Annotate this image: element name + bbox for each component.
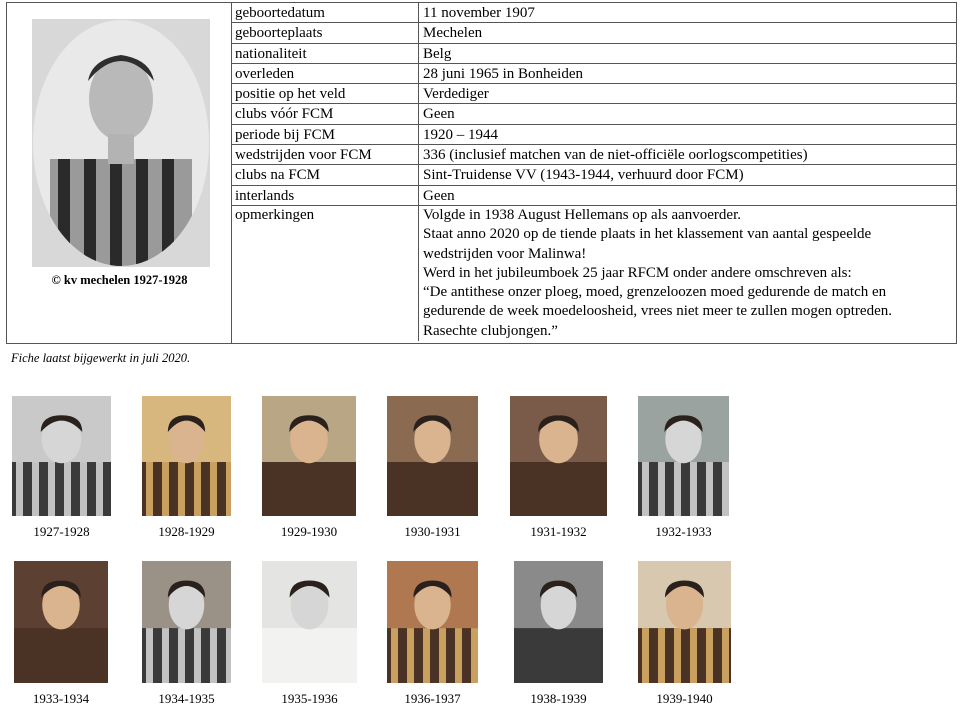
info-value: Mechelen <box>423 25 483 42</box>
season-photo <box>638 396 729 516</box>
season-caption: 1938-1939 <box>530 691 587 706</box>
season-photo <box>14 561 108 683</box>
season-photo <box>638 561 731 683</box>
info-label: periode bij FCM <box>232 125 419 144</box>
info-row <box>232 3 956 23</box>
season-caption: 1927-1928 <box>33 524 90 539</box>
info-value: Geen <box>423 106 455 123</box>
info-label: geboorteplaats <box>232 23 419 42</box>
season-caption: 1928-1929 <box>158 524 215 539</box>
info-label: geboortedatum <box>232 3 419 22</box>
remarks-text <box>419 206 956 341</box>
remarks-line: Rasechte clubjongen.” <box>423 322 558 339</box>
season-photo <box>12 396 111 516</box>
remarks-line: “De antithese onzer ploeg, moed, grenzeloozen moed gedurende de match en <box>423 284 887 301</box>
season-caption: 1932-1933 <box>655 524 712 539</box>
season-photo <box>142 561 231 683</box>
info-row <box>232 104 956 124</box>
season-photo <box>262 561 357 683</box>
remarks-line: gedurende de week moedeloosheid, vrees niet meer te zullen mogen optreden. <box>423 303 892 320</box>
season-caption: 1935-1936 <box>281 691 338 706</box>
info-row <box>232 23 956 43</box>
season-caption: 1936-1937 <box>404 691 461 706</box>
info-label: clubs vóór FCM <box>232 104 419 123</box>
season-photo <box>387 561 478 683</box>
season-photo <box>510 396 607 516</box>
season-caption: 1931-1932 <box>530 524 587 539</box>
portrait-cell <box>7 3 232 343</box>
info-value: Geen <box>423 187 455 204</box>
info-label: overleden <box>232 64 419 83</box>
info-value: 11 november 1907 <box>423 5 535 21</box>
info-label: positie op het veld <box>232 84 419 103</box>
player-info-grid <box>232 3 956 341</box>
info-row <box>232 84 956 104</box>
info-row <box>232 145 956 165</box>
info-value: 336 (inclusief matchen van de niet-officiële oorlogscompetities) <box>423 147 808 164</box>
info-label: interlands <box>232 186 419 205</box>
season-photo <box>142 396 231 516</box>
remarks-row <box>232 206 956 341</box>
season-caption: 1939-1940 <box>656 691 713 706</box>
remarks-line: wedstrijden voor Malinwa! <box>423 245 587 262</box>
update-note: Fiche laatst bijgewerkt in juli 2020. <box>11 351 191 365</box>
player-fiche-table <box>6 2 957 344</box>
season-photo <box>387 396 478 516</box>
info-row <box>232 165 956 185</box>
info-row <box>232 125 956 145</box>
info-row <box>232 186 956 206</box>
season-caption: 1929-1930 <box>280 524 338 539</box>
info-row <box>232 44 956 64</box>
season-caption: 1933-1934 <box>32 691 90 706</box>
portrait-caption: © kv mechelen 1927-1928 <box>51 273 188 287</box>
info-value: 28 juni 1965 in Bonheiden <box>423 65 583 82</box>
info-row <box>232 64 956 84</box>
season-caption: 1930-1931 <box>404 524 461 539</box>
season-caption: 1934-1935 <box>158 691 215 706</box>
info-value: Belg <box>423 45 452 62</box>
remarks-label: opmerkingen <box>232 206 419 341</box>
info-label: wedstrijden voor FCM <box>232 145 419 164</box>
season-photo <box>514 561 603 683</box>
remarks-line: Werd in het jubileumboek 25 jaar RFCM onder andere omschreven als: <box>423 264 852 281</box>
info-value: Sint-Truidense VV (1943-1944, verhuurd door FCM) <box>423 167 744 184</box>
remarks-line: Staat anno 2020 op de tiende plaats in het klassement van aantal gespeelde <box>423 226 872 243</box>
remarks-line: Volgde in 1938 August Hellemans op als aanvoerder. <box>423 206 742 223</box>
info-label: nationaliteit <box>232 44 419 63</box>
info-value: 1920 – 1944 <box>423 126 498 143</box>
info-value: Verdediger <box>423 86 489 103</box>
info-label: clubs na FCM <box>232 165 419 184</box>
season-photo <box>262 396 356 516</box>
player-portrait-photo <box>32 19 210 267</box>
